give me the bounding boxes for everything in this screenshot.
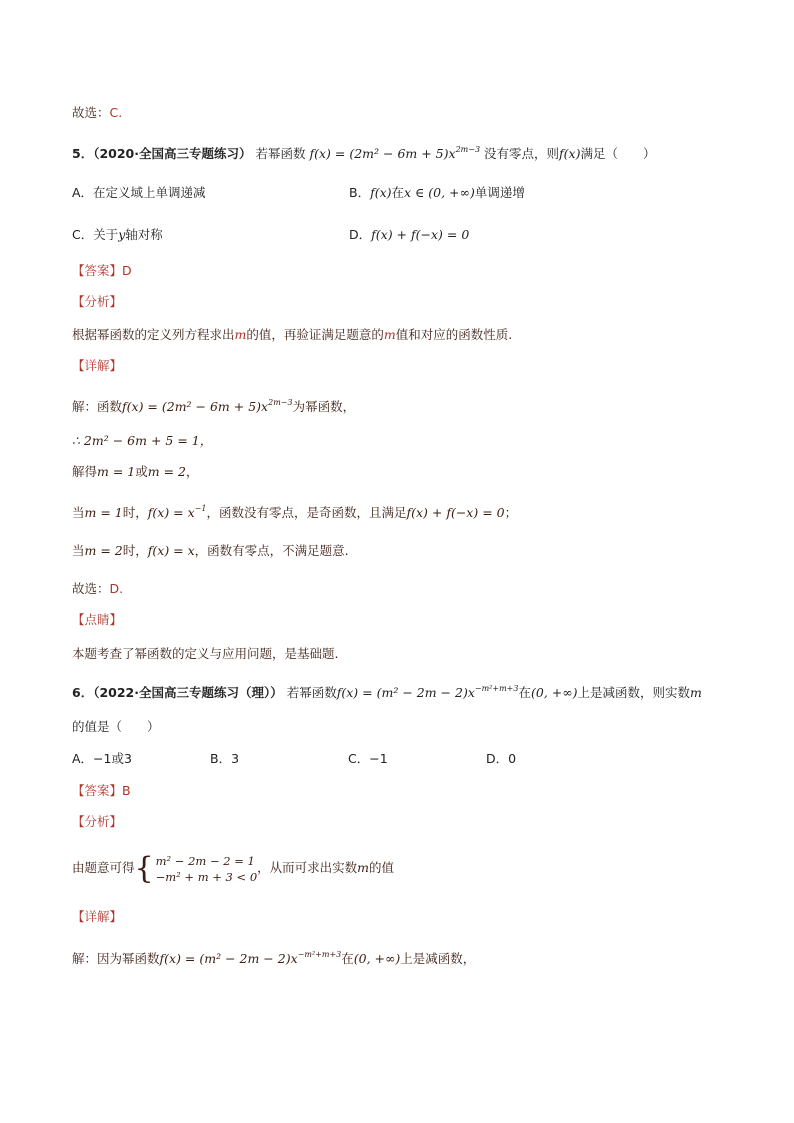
q5-comment-heading: 【点睛】 xyxy=(72,612,123,627)
q5-analysis-heading: 【分析】 xyxy=(72,294,123,309)
q5-source: （2020·全国高三专题练习） xyxy=(93,146,252,161)
q6-source: （2022·全国高三专题练习（理）） xyxy=(93,685,283,700)
q6-answer: 【答案】B xyxy=(72,783,131,798)
q6-stem-continued: 的值是（ ） xyxy=(72,719,160,734)
q6-detail-line-1: 解：因为幂函数$f(x) = (m^2 - 2m - 2)x^{-m^2+m+3}$在(0, +∞)上是减函数， xyxy=(72,950,476,966)
q4-conclusion: 故选：C. xyxy=(72,105,123,120)
q6-stem: 6．（2022·全国高三专题练习（理）） 若幂函数$f(x) = (m^2 - 2m - 2)x^{-m^2+m+3}$在(0, +∞)上是减函数，则实数m xyxy=(72,684,702,700)
q6-option-a: A．−1或3 xyxy=(72,751,132,766)
q5-option-b: B．f(x)在x ∈ (0, +∞)单调递增 xyxy=(349,185,525,200)
q5-analysis-text: 根据幂函数的定义列方程求出m的值，再验证满足题意的m值和对应的函数性质. xyxy=(72,327,513,342)
q6-analysis-text: 由题意可得{ m² − 2m − 2 = 1 −m² + m + 3 < 0，从而可求出实数m的值 xyxy=(72,850,395,886)
q6-option-c: C．−1 xyxy=(348,751,388,766)
q5-detail-line-5: 当m = 2时，f(x) = x，函数有零点，不满足题意. xyxy=(72,543,349,558)
q5-number: 5． xyxy=(72,146,94,161)
left-brace-icon: { xyxy=(134,850,154,886)
q5-stem: 5．（2020·全国高三专题练习） 若幂函数 $f(x) = (2m^2 - 6m + 5)x^{2m-3}$ 没有零点，则f(x)满足（ ） xyxy=(72,145,656,161)
q5-detail-line-4: 当m = 1时，$f(x) = x^{-1}$，函数没有零点，是奇函数，且满足f(x) + f(−x) = 0； xyxy=(72,504,518,520)
q5-option-c: C．关于y轴对称 xyxy=(72,227,163,242)
q5-detail-heading: 【详解】 xyxy=(72,358,123,373)
q6-detail-heading: 【详解】 xyxy=(72,909,123,924)
q5-detail-line-1: 解：函数$f(x) = (2m^2 - 6m + 5)x^{2m-3}$为幂函数， xyxy=(72,398,356,414)
q5-answer: 【答案】D xyxy=(72,263,132,278)
q6-option-d: D．0 xyxy=(486,751,517,766)
q5-function: f(x) = (2m² − 6m + 5) xyxy=(309,146,449,161)
q5-comment-text: 本题考查了幂函数的定义与应用问题，是基础题. xyxy=(72,646,339,661)
q6-option-b: B．3 xyxy=(210,751,240,766)
q5-conclusion: 故选：D. xyxy=(72,581,124,596)
q5-detail-line-2: ∴ 2m² − 6m + 5 = 1， xyxy=(72,433,213,448)
q5-detail-line-3: 解得m = 1或m = 2， xyxy=(72,464,199,479)
q6-analysis-heading: 【分析】 xyxy=(72,814,123,829)
q5-option-a: A．在定义域上单调递减 xyxy=(72,185,206,200)
equation-system: m² − 2m − 2 = 1 −m² + m + 3 < 0 xyxy=(155,853,258,884)
q5-option-d: D．f(x) + f(−x) = 0 xyxy=(349,227,470,242)
q6-number: 6． xyxy=(72,685,94,700)
